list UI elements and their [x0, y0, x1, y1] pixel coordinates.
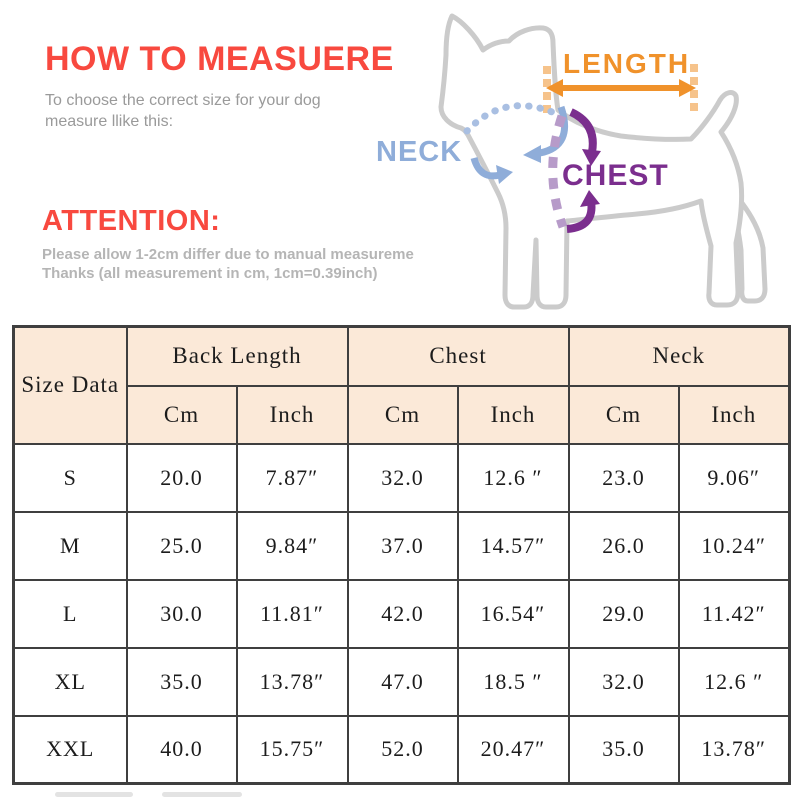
attention-line-1: Please allow 1-2cm differ due to manual measureme	[42, 246, 414, 263]
table-cell: 35.0	[569, 716, 679, 784]
table-cell: 9.84″	[237, 512, 348, 580]
table-cell: 29.0	[569, 580, 679, 648]
table-cell: 26.0	[569, 512, 679, 580]
size-chart-table	[12, 325, 791, 785]
col-group-back-length: Back Length	[127, 327, 348, 386]
table-cell: 14.57″	[458, 512, 569, 580]
table-cell: 11.42″	[679, 580, 790, 648]
table-cell: 32.0	[348, 444, 458, 512]
chest-label: CHEST	[562, 159, 669, 192]
table-row	[14, 716, 790, 784]
table-header-group-row	[14, 327, 790, 386]
table-cell: 52.0	[348, 716, 458, 784]
size-label-cell: L	[14, 580, 127, 648]
length-label: LENGTH	[563, 48, 691, 79]
table-cell: 9.06″	[679, 444, 790, 512]
cropped-artifact	[162, 792, 242, 797]
table-row	[14, 512, 790, 580]
subtitle-line-2: measure llike this:	[45, 113, 174, 130]
table-cell: 10.24″	[679, 512, 790, 580]
unit-header: Inch	[679, 386, 790, 444]
attention-title: ATTENTION:	[42, 205, 221, 237]
size-label-cell: XL	[14, 648, 127, 716]
table-cell: 35.0	[127, 648, 237, 716]
table-cell: 47.0	[348, 648, 458, 716]
table-cell: 20.47″	[458, 716, 569, 784]
unit-header: Cm	[348, 386, 458, 444]
table-cell: 16.54″	[458, 580, 569, 648]
table-cell: 12.6 ″	[458, 444, 569, 512]
dog-measurement-diagram	[360, 0, 800, 320]
table-cell: 15.75″	[237, 716, 348, 784]
table-row	[14, 444, 790, 512]
table-row	[14, 648, 790, 716]
table-cell: 7.87″	[237, 444, 348, 512]
table-cell: 20.0	[127, 444, 237, 512]
table-cell: 23.0	[569, 444, 679, 512]
attention-line-2: Thanks (all measurement in cm, 1cm=0.39inch)	[42, 265, 378, 282]
cropped-artifact	[55, 792, 133, 797]
corner-cell: Size Data	[14, 327, 127, 444]
table-cell: 13.78″	[237, 648, 348, 716]
table-cell: 18.5 ″	[458, 648, 569, 716]
size-label-cell: S	[14, 444, 127, 512]
table-cell: 30.0	[127, 580, 237, 648]
col-group-neck: Neck	[569, 327, 790, 386]
table-cell: 13.78″	[679, 716, 790, 784]
table-row	[14, 580, 790, 648]
size-label-cell: M	[14, 512, 127, 580]
neck-label: NECK	[376, 136, 463, 168]
table-cell: 32.0	[569, 648, 679, 716]
table-cell: 25.0	[127, 512, 237, 580]
table-cell: 40.0	[127, 716, 237, 784]
table-cell: 12.6 ″	[679, 648, 790, 716]
table-cell: 11.81″	[237, 580, 348, 648]
table-cell: 37.0	[348, 512, 458, 580]
table-header-units-row	[14, 386, 790, 444]
unit-header: Inch	[458, 386, 569, 444]
subtitle-line-1: To choose the correct size for your dog	[45, 92, 321, 109]
table-cell: 42.0	[348, 580, 458, 648]
col-group-chest: Chest	[348, 327, 569, 386]
unit-header: Cm	[127, 386, 237, 444]
how-to-subtitle	[45, 90, 321, 132]
size-label-cell: XXL	[14, 716, 127, 784]
unit-header: Inch	[237, 386, 348, 444]
page-title: HOW TO MEASUERE	[45, 40, 394, 78]
unit-header: Cm	[569, 386, 679, 444]
